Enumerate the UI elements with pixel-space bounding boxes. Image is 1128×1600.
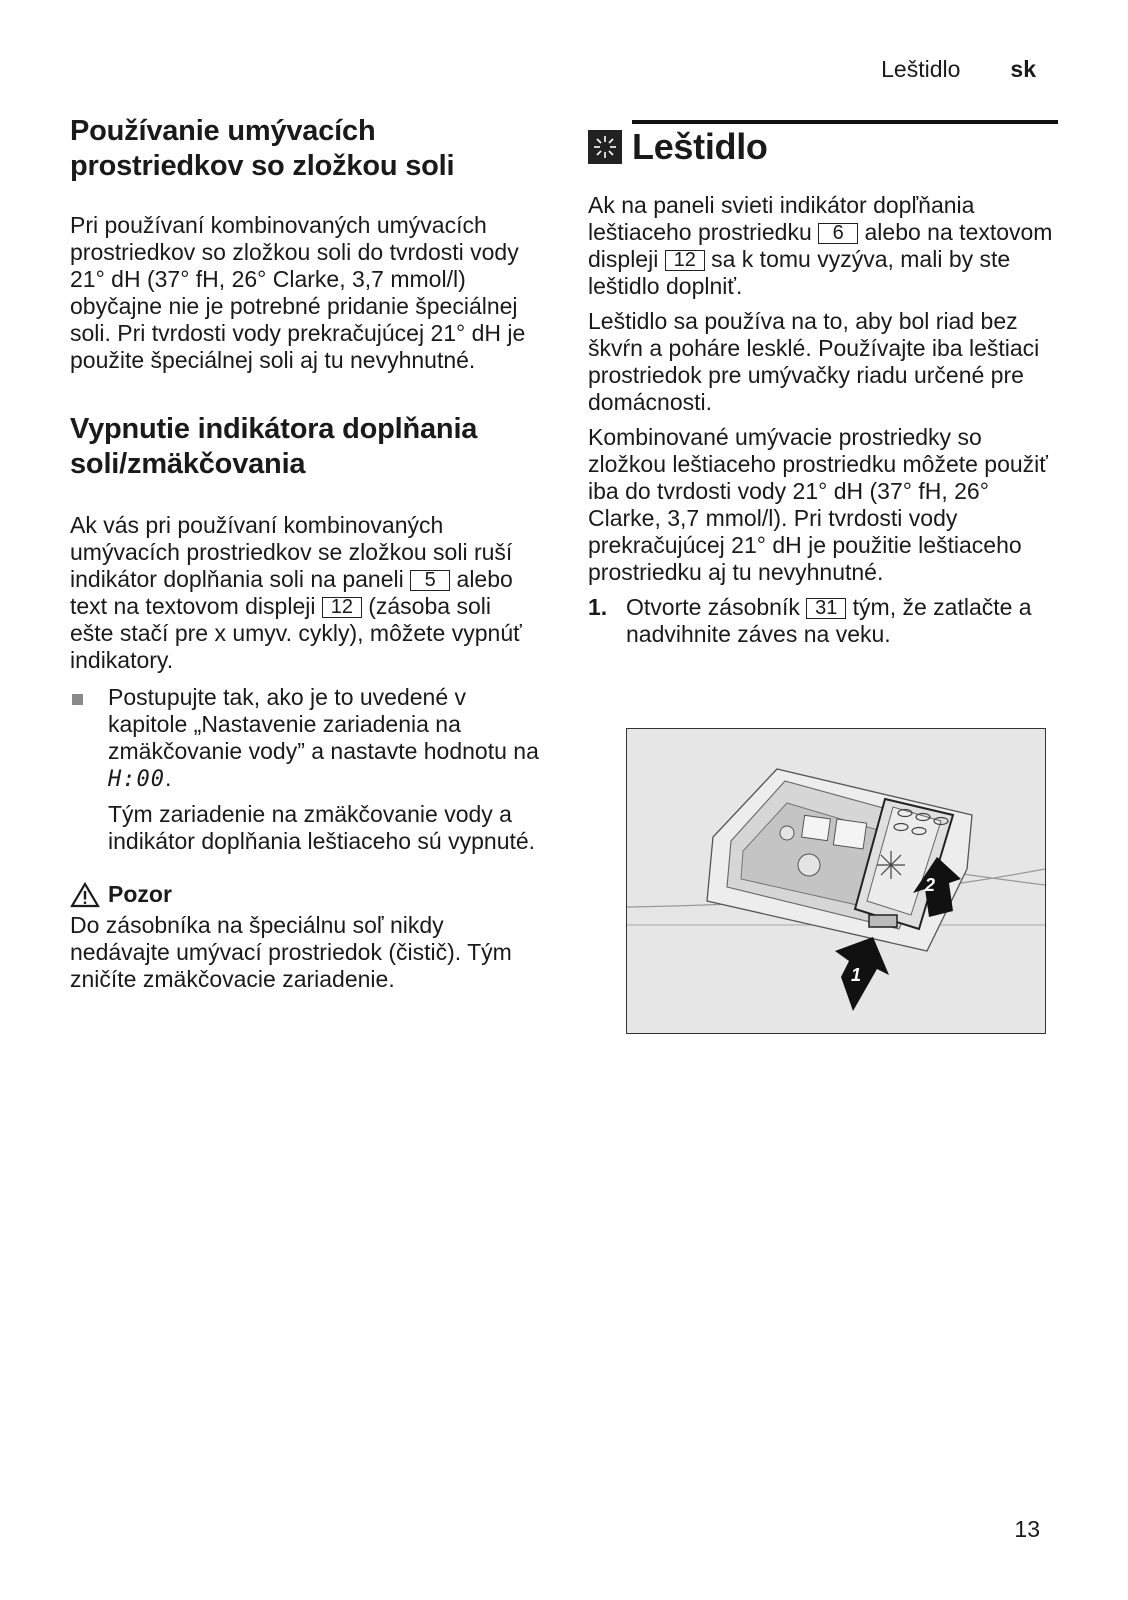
- disable-indicator-paragraph: Ak vás pri používaní kombinovaných umývacích prostriedkov se zložkou soli ruší indikátor doplňania soli na paneli 5 alebo text na textovom displeji 12 (zásoba soli ešte stačí pre x umyv. cykly), môžete vypnúť indikatory.: [70, 512, 522, 673]
- step-number: 1.: [588, 594, 608, 620]
- figure-label-2: 2: [925, 875, 936, 895]
- bullet-result: Tým zariadenie na zmäkčovanie vody a indikátor doplňania leštiaceho sú vypnuté.: [108, 801, 536, 854]
- panel-ref-box-6: 6: [818, 223, 858, 244]
- title-rule: [632, 120, 1058, 124]
- dispenser-ref-box: 31: [806, 598, 846, 619]
- dispenser-drawing: [627, 729, 1045, 1033]
- header-language: sk: [1010, 56, 1036, 82]
- display-ref-box-12: 12: [665, 250, 705, 271]
- combined-detergents-paragraph: Kombinované umývacie prostriedky so zložkou leštiaceho prostriedku môžete použiť iba do tvrdosti vody 21° dH (37° fH, 26° Clarke, 3,7 mmol/l). Pri tvrdosti vody prekračujúcej 21° dH je použitie leštiaceho prostriedku aj tu nevyhnutné.: [588, 424, 1048, 585]
- figure-label-1: 1: [851, 965, 862, 985]
- instruction-bullet: Postupujte tak, ako je to uvedené v kapitole „Nastavenie zariadenia na zmäkčovanie vody” a nastavte hodnotu na H:00. Tým zariadenie na zmäkčovanie vody a indikátor doplňania leštiaceho sú vypnuté.: [70, 684, 540, 855]
- left-column: [70, 114, 540, 993]
- step-1: 1. Otvorte zásobník 31 tým, že zatlačte a nadvihnite záves na veku.: [588, 594, 1032, 647]
- rinse-aid-icon: [588, 130, 622, 164]
- header-section: Leštidlo: [881, 56, 961, 82]
- bullet-square-icon: [72, 694, 83, 705]
- section-title: Leštidlo: [632, 126, 768, 167]
- dispenser-illustration: [626, 728, 1046, 1034]
- heading-disable-indicator: Vypnutie indikátora doplňania soli/zmäkčovania: [70, 413, 478, 480]
- lcd-value: H:00: [108, 767, 165, 792]
- warning-heading: [70, 881, 540, 908]
- rinse-aid-purpose-paragraph: Leštidlo sa používa na to, aby bol riad bez škvŕn a poháre lesklé. Používajte iba leštiaci prostriedok pre umývačky riadu určené pre domácnosti.: [588, 308, 1040, 415]
- warning-label: Pozor: [108, 881, 172, 907]
- warning-text: Do zásobníka na špeciálnu soľ nikdy nedávajte umývací prostriedok (čistič). Tým zničíte zmäkčovacie zariadenie.: [70, 912, 512, 992]
- page-number: 13: [1014, 1516, 1040, 1542]
- display-ref-box: 12: [322, 597, 362, 618]
- salt-detergent-paragraph: Pri používaní kombinovaných umývacích prostriedkov so zložkou soli do tvrdosti vody 21° dH (37° fH, 26° Clarke, 3,7 mmol/l) obyčajne nie je potrebné pridanie špeciálnej soli. Pri tvrdosti vody prekračujúcej 21° dH je použite špeciálnej soli aj tu nevyhnutné.: [70, 212, 526, 373]
- warning-triangle-icon: [70, 882, 100, 908]
- refill-indicator-paragraph: Ak na paneli svieti indikátor dopľňania leštiaceho prostriedku 6 alebo na textovom displeji 12 sa k tomu vyzýva, mali by ste leštidlo doplniť.: [588, 192, 1053, 299]
- panel-ref-box: 5: [410, 570, 450, 591]
- right-column: [588, 114, 1058, 648]
- heading-salt-detergents: Používanie umývacích prostriedkov so zložkou soli: [70, 115, 455, 182]
- section-title-block: [588, 114, 1058, 168]
- running-header: [881, 56, 1036, 83]
